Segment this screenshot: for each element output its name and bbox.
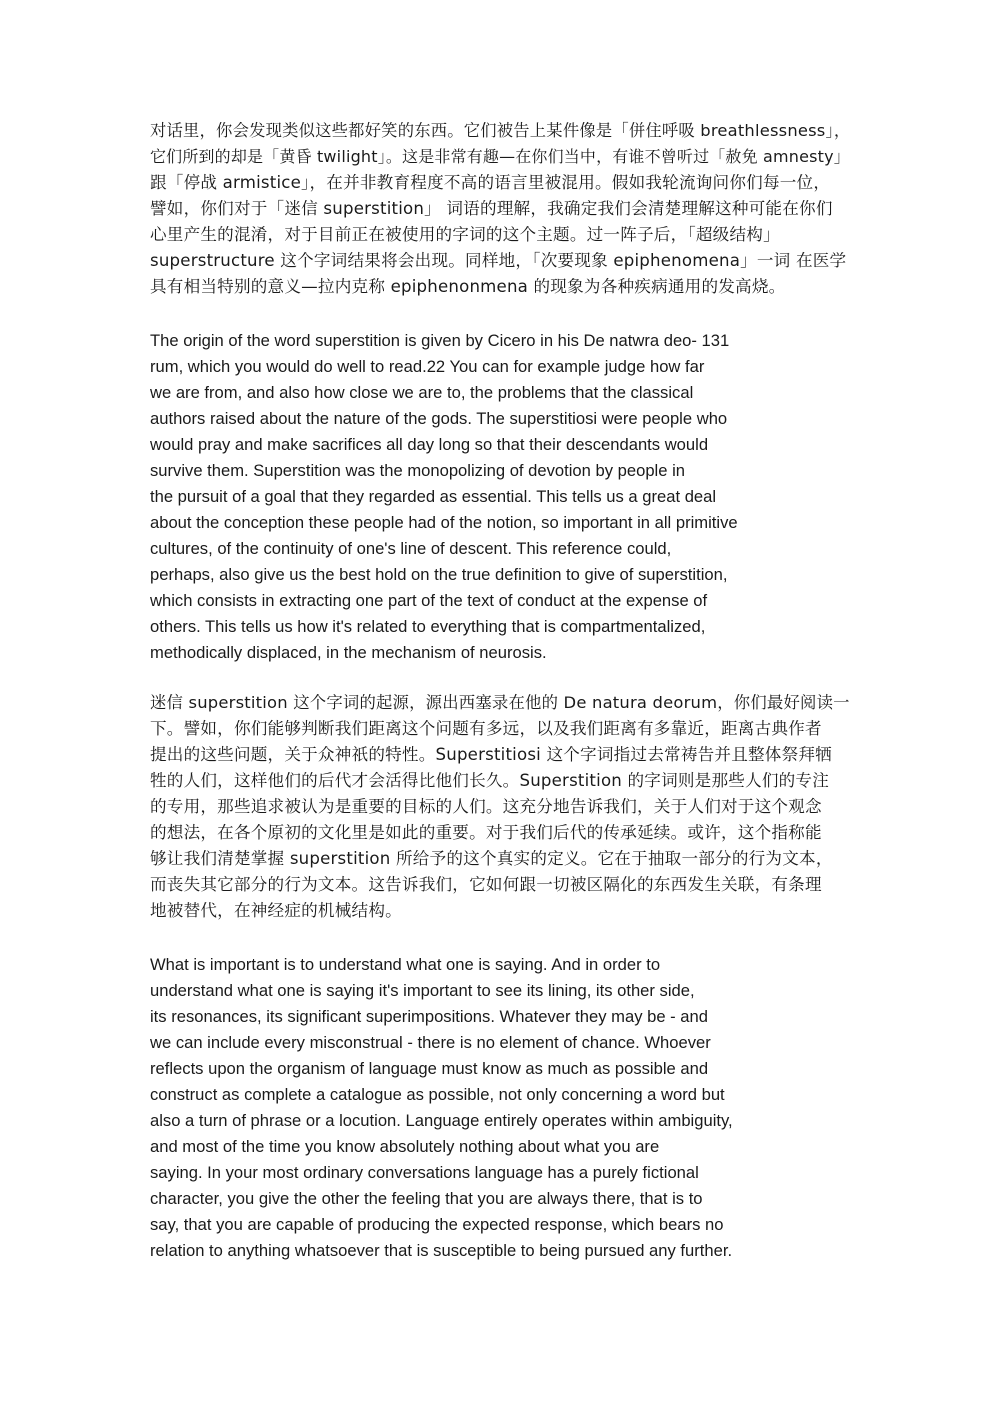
text-line: authors raised about the nature of the gods. The superstitiosi were people who <box>150 409 728 428</box>
paragraph-english-2 <box>150 952 733 1264</box>
text-line: 它们所到的却是「黄昏 twilight」。这是非常有趣—在你们当中，有谁不曾听过「赦免 amnesty」 <box>150 147 850 166</box>
text-line: also a turn of phrase or a locution. Language entirely operates within ambiguity, <box>150 1111 733 1130</box>
text-line: we are from, and also how close we are to, the problems that the classical <box>150 383 694 402</box>
text-line: 具有相当特别的意义—拉内克称 epiphenonmena 的现象为各种疾病通用的发高烧。 <box>150 277 786 296</box>
text-line: 的想法，在各个原初的文化里是如此的重要。对于我们后代的传承延续。或许，这个指称能 <box>150 823 822 842</box>
text-line: 的专用，那些追求被认为是重要的目标的人们。这充分地告诉我们，关于人们对于这个观念 <box>150 797 822 816</box>
text-line: 譬如，你们对于「迷信 superstition」 词语的理解，我确定我们会清楚理解这种可能在你们 <box>150 199 833 218</box>
text-line: about the conception these people had of the notion, so important in all primitive <box>150 513 738 532</box>
text-line: superstructure 这个字词结果将会出现。同样地，「次要现象 epiphenomena」一词 在医学 <box>150 251 847 270</box>
text-line: 心里产生的混淆，对于目前正在被使用的字词的这个主题。过一阵子后，「超级结构」 <box>150 225 780 244</box>
text-line: cultures, of the continuity of one's line of descent. This reference could, <box>150 539 672 558</box>
text-line: methodically displaced, in the mechanism of neurosis. <box>150 643 547 662</box>
text-line: What is important is to understand what one is saying. And in order to <box>150 955 661 974</box>
text-line: we can include every misconstrual - there is no element of chance. Whoever <box>150 1033 711 1052</box>
text-line: 跟「停战 armistice」，在并非教育程度不高的语言里被混用。假如我轮流询问你们每一位， <box>150 173 831 192</box>
text-line: would pray and make sacrifices all day long so that their descendants would <box>150 435 709 454</box>
paragraph-english-1 <box>150 328 738 666</box>
text-line: saying. In your most ordinary conversations language has a purely fictional <box>150 1163 699 1182</box>
text-line: survive them. Superstition was the monopolizing of devotion by people in <box>150 461 685 480</box>
text-line: 而丧失其它部分的行为文本。这告诉我们，它如何跟一切被区隔化的东西发生关联，有条理 <box>150 875 822 894</box>
text-line: 牲的人们，这样他们的后代才会活得比他们长久。Superstition 的字词则是那些人们的专注 <box>150 771 830 790</box>
paragraph-chinese-1 <box>150 118 850 300</box>
text-line: 下。譬如，你们能够判断我们距离这个问题有多远，以及我们距离有多靠近，距离古典作者 <box>150 719 822 738</box>
text-line: perhaps, also give us the best hold on the true definition to give of superstition, <box>150 565 728 584</box>
text-line: and most of the time you know absolutely nothing about what you are <box>150 1137 660 1156</box>
text-line: reflects upon the organism of language must know as much as possible and <box>150 1059 709 1078</box>
text-line: rum, which you would do well to read.22 You can for example judge how far <box>150 357 705 376</box>
text-line: character, you give the other the feeling that you are always there, that is to <box>150 1189 703 1208</box>
text-line: which consists in extracting one part of the text of conduct at the expense of <box>150 591 708 610</box>
text-line: others. This tells us how it's related to everything that is compartmentalized, <box>150 617 706 636</box>
text-line: its resonances, its significant superimpositions. Whatever they may be - and <box>150 1007 708 1026</box>
text-line: say, that you are capable of producing the expected response, which bears no <box>150 1215 724 1234</box>
text-line: understand what one is saying it's important to see its lining, its other side, <box>150 981 695 1000</box>
text-line: 迷信 superstition 这个字词的起源，源出西塞录在他的 De natura deorum，你们最好阅读一 <box>150 693 850 712</box>
paragraph-chinese-2 <box>150 690 850 924</box>
text-line: relation to anything whatsoever that is susceptible to being pursued any further. <box>150 1241 733 1260</box>
text-line: 提出的这些问题，关于众神祇的特性。Superstitiosi 这个字词指过去常祷告并且整体祭拜牺 <box>150 745 832 764</box>
text-line: 地被替代，在神经症的机械结构。 <box>150 901 402 920</box>
text-line: The origin of the word superstition is given by Cicero in his De natwra deo- 131 <box>150 331 730 350</box>
text-line: construct as complete a catalogue as possible, not only concerning a word but <box>150 1085 725 1104</box>
text-line: the pursuit of a goal that they regarded as essential. This tells us a great deal <box>150 487 717 506</box>
text-line: 够让我们清楚掌握 superstition 所给予的这个真实的定义。它在于抽取一部分的行为文本， <box>150 849 833 868</box>
text-line: 对话里，你会发现类似这些都好笑的东西。它们被告上某件像是「併住呼吸 breathlessness」， <box>150 121 851 140</box>
